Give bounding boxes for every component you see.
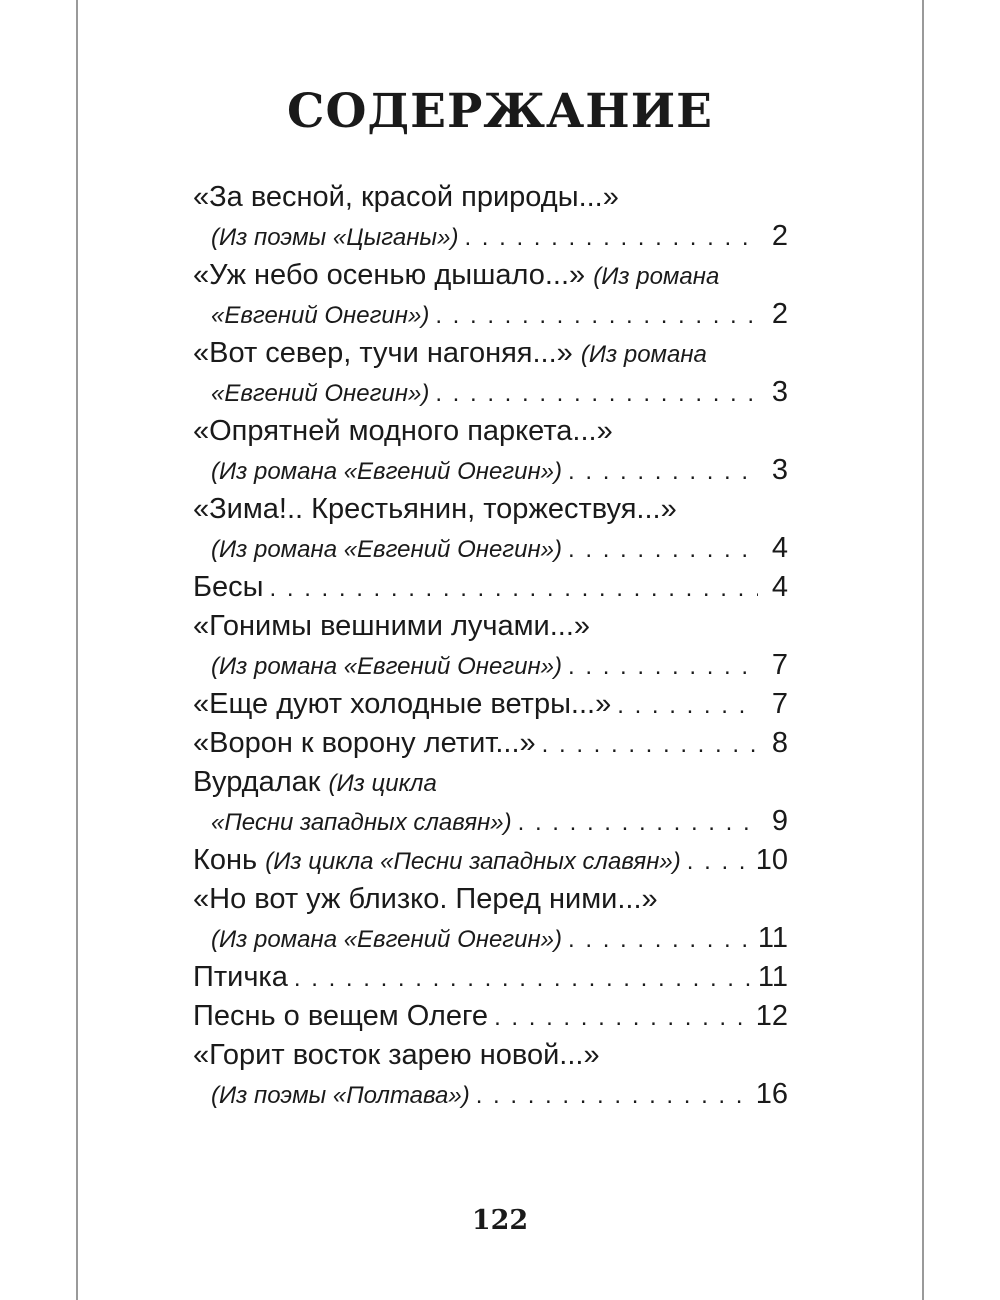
dot-leader xyxy=(568,647,758,686)
toc-entry-title: «Гонимы вешними лучами...» xyxy=(193,610,591,642)
toc-entry-title-line xyxy=(193,958,788,997)
toc-entry-source: (Из романа «Евгений Онегин») xyxy=(211,926,563,953)
toc-entry-source-note: (Из романа xyxy=(580,341,707,368)
toc-entry-title-line xyxy=(193,412,788,451)
toc-entry-page: 10 xyxy=(755,844,788,876)
toc-entry-title: «Опрятней модного паркета...» xyxy=(193,415,613,447)
toc-entry-title-line xyxy=(193,256,788,295)
dot-leader xyxy=(542,725,758,764)
dot-leader xyxy=(687,842,750,881)
dot-leader xyxy=(518,803,758,842)
toc-entry-page: 3 xyxy=(771,376,788,408)
toc-entry xyxy=(193,763,788,841)
toc-entry-title: Песнь о вещем Олеге xyxy=(193,1000,489,1032)
toc-entry-source-line xyxy=(193,295,788,334)
toc-entry-title-line xyxy=(193,568,788,607)
toc-entry-title-line xyxy=(193,880,788,919)
toc-entry-source-line xyxy=(193,529,788,568)
toc-entry-title-line xyxy=(193,1036,788,1075)
toc-entry-source: «Песни западных славян») xyxy=(211,809,512,836)
toc-entry-source: (Из романа «Евгений Онегин») xyxy=(211,653,563,680)
toc-entry xyxy=(193,958,788,997)
toc-entry-title-line xyxy=(193,724,788,763)
toc-entry xyxy=(193,997,788,1036)
dot-leader xyxy=(435,296,758,335)
toc-entry xyxy=(193,334,788,412)
toc-entry-page: 11 xyxy=(757,922,788,954)
toc-entry-source: «Евгений Онегин») xyxy=(211,380,430,407)
toc-entry-page: 2 xyxy=(771,220,788,252)
dot-leader xyxy=(464,218,758,257)
toc-entry-title: Конь xyxy=(193,844,258,876)
table-of-contents xyxy=(193,178,788,1114)
toc-entry-source: (Из поэмы «Цыганы») xyxy=(211,224,459,251)
toc-entry xyxy=(193,490,788,568)
toc-entry-page: 16 xyxy=(755,1078,788,1110)
toc-entry-title: «Еще дуют холодные ветры...» xyxy=(193,688,612,720)
toc-entry xyxy=(193,880,788,958)
toc-entry-title-line xyxy=(193,607,788,646)
toc-entry-title-line xyxy=(193,178,788,217)
toc-entry-title: «Зима!.. Крестьянин, торжествуя...» xyxy=(193,493,677,525)
dot-leader xyxy=(476,1076,750,1115)
toc-entry-source: «Евгений Онегин») xyxy=(211,302,430,329)
toc-entry xyxy=(193,256,788,334)
toc-entry-source-line xyxy=(193,451,788,490)
toc-entry-title: «Ворон к ворону летит...» xyxy=(193,727,536,759)
toc-entry-source-line xyxy=(193,802,788,841)
toc-entry-source-note: (Из цикла xyxy=(328,770,437,797)
toc-entry-page: 2 xyxy=(771,298,788,330)
toc-entry-title: «За весной, красой природы...» xyxy=(193,181,619,213)
toc-entry-source-note: (Из романа xyxy=(593,263,720,290)
toc-entry-title-line xyxy=(193,997,788,1036)
toc-entry xyxy=(193,568,788,607)
toc-entry-page: 7 xyxy=(771,688,788,720)
toc-entry xyxy=(193,724,788,763)
dot-leader xyxy=(435,374,758,413)
toc-entry-title-line xyxy=(193,841,788,880)
dot-leader xyxy=(617,686,758,725)
toc-entry-source-line xyxy=(193,919,788,958)
toc-entry-source: (Из романа «Евгений Онегин») xyxy=(211,536,563,563)
toc-entry xyxy=(193,841,788,880)
toc-entry xyxy=(193,685,788,724)
toc-entry-page: 4 xyxy=(771,532,788,564)
dot-leader xyxy=(568,920,752,959)
toc-entry-page: 7 xyxy=(771,649,788,681)
toc-entry-title: «Горит восток зарею новой...» xyxy=(193,1039,600,1071)
dot-leader xyxy=(294,959,752,998)
toc-entry-source: (Из поэмы «Полтава») xyxy=(211,1082,470,1109)
toc-entry-title: Бесы xyxy=(193,571,264,603)
toc-entry-page: 9 xyxy=(771,805,788,837)
toc-entry-title: «Уж небо осенью дышало...» xyxy=(193,259,586,291)
toc-entry-page: 4 xyxy=(771,571,788,603)
toc-entry xyxy=(193,607,788,685)
toc-entry-page: 3 xyxy=(771,454,788,486)
toc-entry-page: 12 xyxy=(755,1000,788,1032)
toc-entry-page: 11 xyxy=(757,961,788,993)
toc-entry-source: (Из романа «Евгений Онегин») xyxy=(211,458,563,485)
toc-entry-title-line xyxy=(193,334,788,373)
toc-entry-title-line xyxy=(193,763,788,802)
toc-entry-title: Птичка xyxy=(193,961,288,993)
toc-entry-title: «Но вот уж близко. Перед ними...» xyxy=(193,883,658,915)
toc-entry-title-line xyxy=(193,685,788,724)
toc-entry xyxy=(193,1036,788,1114)
page-number: 122 xyxy=(471,1205,529,1236)
toc-entry xyxy=(193,412,788,490)
toc-entry-title: Вурдалак xyxy=(193,766,321,798)
dot-leader xyxy=(568,530,758,569)
page-title: СОДЕРЖАНИЕ xyxy=(287,84,713,139)
toc-entry-title-line xyxy=(193,490,788,529)
dot-leader xyxy=(568,452,758,491)
toc-entry-title: «Вот север, тучи нагоняя...» xyxy=(193,337,573,369)
dot-leader xyxy=(494,998,750,1037)
toc-entry-source-line xyxy=(193,373,788,412)
toc-entry-source-line xyxy=(193,217,788,256)
dot-leader xyxy=(270,569,758,608)
toc-entry-source-note: (Из цикла «Песни западных славян») xyxy=(265,848,681,875)
toc-entry-source-line xyxy=(193,1075,788,1114)
toc-entry-source-line xyxy=(193,646,788,685)
toc-entry xyxy=(193,178,788,256)
toc-entry-page: 8 xyxy=(771,727,788,759)
